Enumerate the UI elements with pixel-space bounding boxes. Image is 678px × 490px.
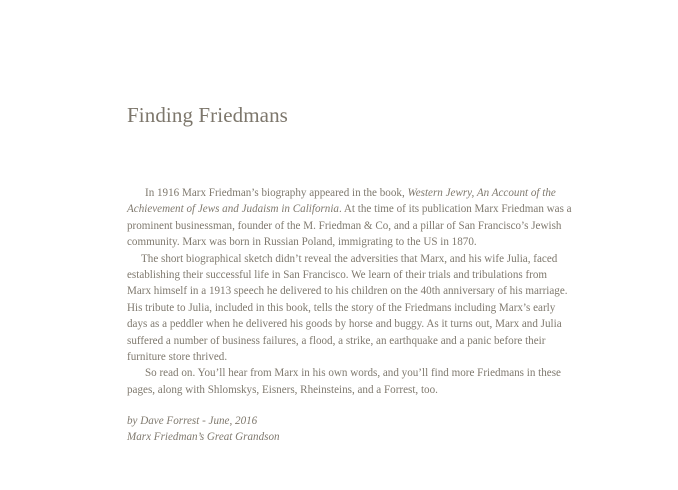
signature-relation: Marx Friedman’s Great Grandson	[127, 431, 280, 444]
signature-byline: by Dave Forrest - June, 2016	[127, 415, 258, 427]
signature	[127, 413, 280, 446]
paragraph-biography-text-end: . At the time of its publication Marx Friedman was a prominent businessman, founder of the M. Friedman & Co, and a pillar of San Francisco’s Jewish community. Marx was born in Russian Poland, immigrating to the US in 1870.	[127, 203, 572, 249]
paragraph-biography	[127, 185, 573, 251]
page-title: Finding Friedmans	[127, 103, 288, 127]
paragraph-biography-text-start: In 1916 Marx Friedman’s biography appeared in the book,	[145, 187, 408, 199]
intro-body	[127, 185, 573, 398]
paragraph-adversities: The short biographical sketch didn’t reveal the adversities that Marx, and his wife Julia, faced establishing their successful life in San Francisco. We learn of their trials and tribulations from Marx himself in a 1913 speech he delivered to his children on the 40th anniversary of his marriage. His tribute to Julia, included in this book, tells the story of the Friedmans including Marx’s early days as a peddler when he delivered his goods by horse and buggy. As it turns out, Marx and Julia suffered a number of business failures, a flood, a strike, an earthquake and a panic before their furniture store thrived.	[127, 252, 568, 364]
book-title: Western Jewry, An Account of the Achievement of Jews and Judaism in California	[127, 187, 556, 216]
paragraph-read-on: So read on. You’ll hear from Marx in his own words, and you’ll find more Friedmans in these pages, along with Shlomskys, Eisners, Rheinsteins, and a Forrest, too.	[127, 367, 561, 396]
